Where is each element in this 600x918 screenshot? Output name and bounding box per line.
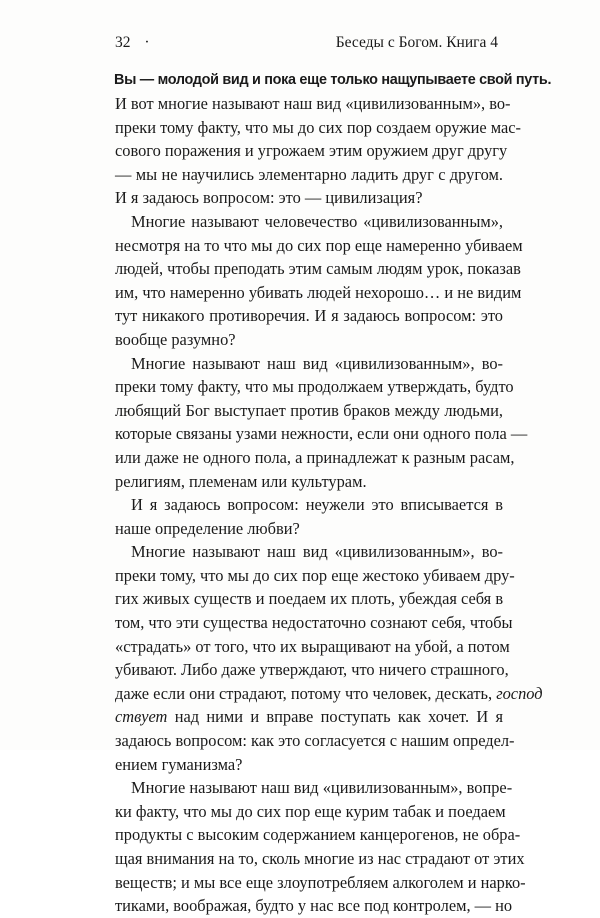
text-line: или даже не одного пола, а принадлежат к разным расам, [115,447,515,467]
section-subtitle: Вы — молодой вид и пока еще только нащупываете свой путь. [114,72,552,88]
text-line: щая внимания на то, сколь многие из нас страдают от этих [115,849,525,868]
text-line: Многие называют наш вид «цивилизованным», вопре- [131,778,513,798]
text-line: И я задаюсь вопросом: это — цивилизация? [115,188,423,208]
text-line: тиками, воображая, будто у нас все под контролем, — но [115,896,513,916]
text-line: задаюсь вопросом: как это согласуется с нашим определ- [115,731,515,751]
text-line: любящий Бог выступает против браков между людьми, [115,400,503,420]
text-line: тут никакого противоречия. И я задаюсь вопросом: это [115,306,503,326]
text-line: наше определение любви? [115,518,300,538]
text-line: несмотря на то что мы до сих пор еще намеренно убиваем [115,235,523,255]
text-line: веществ; и мы все еще злоупотребляем алкоголем и нарко- [115,872,526,892]
page-number: 32 [115,34,131,51]
text-segment: даже если они страдают, потому что человек, дескать, [115,683,497,703]
text-line [115,682,543,706]
text-line: преки тому факту, что мы до сих пор создаем оружие мас- [115,117,522,137]
text-line: вообще разумно? [115,329,236,349]
text-line: ением гуманизма? [115,754,243,774]
text-line: Многие называют наш вид «цивилизованным», во- [131,542,503,562]
text-line: которые связаны узами нежности, если они одного пола — [115,424,528,444]
italic-word: ствует [115,707,168,727]
italic-word: господ [496,683,543,703]
text-line: преки тому, что мы до сих пор еще жестоко убиваем дру- [115,565,515,585]
text-line: Многие называют наш вид «цивилизованным», во- [131,353,503,373]
text-line: религиям, племенам или культурам. [115,471,367,491]
running-header-book-title: Беседы с Богом. Книга 4 [335,34,498,51]
text-line: преки тому факту, что мы продолжаем утверждать, будто [115,377,514,397]
text-line [115,705,503,729]
text-line: продукты с высоким содержанием канцерогенов, не обра- [115,825,521,845]
text-line: им, что намеренно убивать людей нехорошо… и не видим [115,282,522,302]
text-line: — мы не научились элементарно ладить друг с другом. [115,164,503,184]
text-line: ки факту, что мы до сих пор еще курим табак и поедаем [115,801,506,821]
text-line: «страдать» от того, что их выращивают на убой, а потом [115,636,510,656]
text-line: сового поражения и угрожаем этим оружием друг другу [115,141,508,161]
text-line: людей, чтобы преподать этим самым людям урок, показав [115,259,521,279]
text-line: гих живых существ и поедаем их плоть, убеждая себя в [115,589,504,609]
text-line: том, что эти существа недостаточно сознают себя, чтобы [115,613,513,633]
text-line: Многие называют человечество «цивилизованным», [131,211,503,231]
text-line: И я задаюсь вопросом: неужели это вписывается в [131,495,503,515]
text-line: убивают. Либо даже утверждают, что ничего страшного, [115,660,509,680]
text-line: И вот многие называют наш вид «цивилизованным», во- [115,94,511,113]
header-dot: · [144,34,150,51]
body-text [115,92,543,918]
running-header-page-number [115,34,150,52]
text-segment: над ними и вправе поступать как хочет. И я [167,707,503,727]
